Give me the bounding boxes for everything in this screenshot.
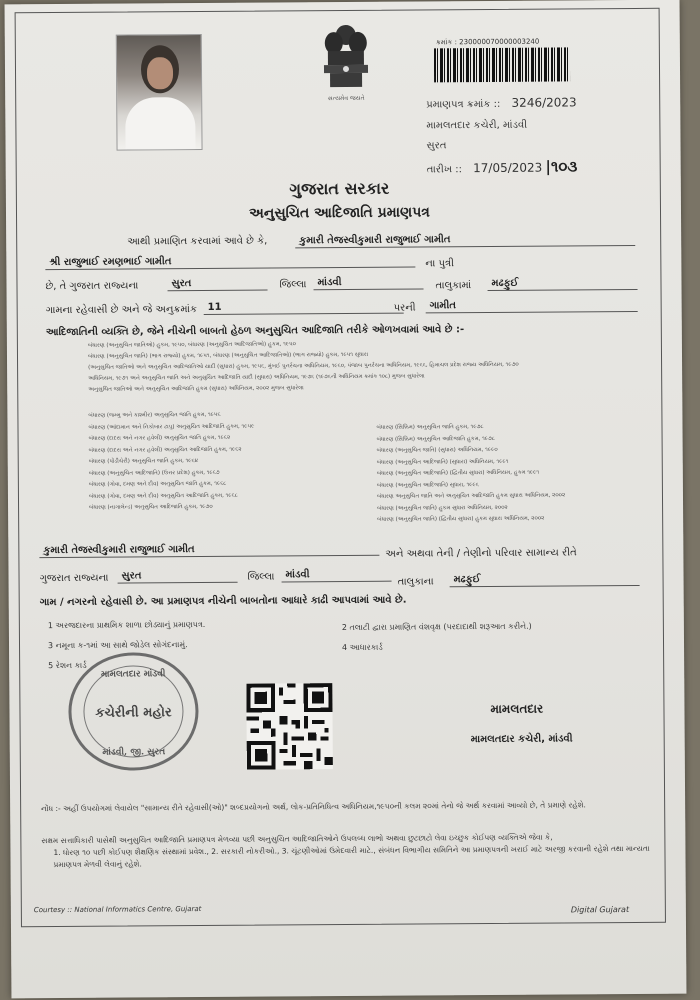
family-district-value: માંડવી	[281, 569, 391, 583]
tribe-recognition-text: આદિજાતિની વ્યક્તિ છે, જેને નીચેની બાબતો હેઠળ અનુસુચિત આદિજાતિ તરીકે ઓળખવામાં આવે છે :-	[45, 324, 465, 339]
issuing-city: સુરત	[426, 140, 447, 152]
certificate-number	[426, 95, 577, 110]
seal-ring-bottom: માંડવી, જી. સુરત	[102, 747, 166, 758]
act-item: બંધારણ (દાદરા અને નગર હવેલી) અનુસુચિત આદિજાતિ હુકમ, ૧૯૬૨	[88, 446, 242, 454]
date-value: 17/05/2023	[473, 160, 543, 176]
digital-gujarat-text: Digital Gujarat	[570, 905, 630, 915]
national-emblem-icon	[316, 21, 377, 103]
act-item: બંધારણ (ગોવા, દમણ અને દીવ) અનુસુચિત જાતિ હુકમ, ૧૯૬૮	[88, 481, 227, 489]
signatory-office: મામલતદાર કચેરી, માંડવી	[470, 733, 573, 746]
family-taluka-label: તાલુકાના	[397, 576, 434, 588]
act-item: બંધારણ (અનુસુચિત જાતિ) (સુધારા) અધિનિયમ, ૧૯૯૦	[376, 447, 498, 454]
taluka-label: તાલુકામાં	[435, 280, 472, 292]
benefit-note-points: 1. ધોરણ ૧૦ પછી કોઈપણ શૈક્ષણિક સંસ્થામાં પ્રવેશ., 2. સરકારી નોકરીઓ., 3. ચૂંટણીઓમાં ઉમેદવારી માટે., સંબંધન વિભાગીય સમિતિને આ પ્રમાણપત્રની ખરાઈ માટે અરજી કરવાની રહેશે તથા માન્યતા પ્રમાણપત્ર મેળવી લેવાનું રહેશે.	[53, 843, 650, 869]
village-text: ગામના રહેવાસી છે અને જે અનુક્રમાંક	[45, 304, 198, 317]
applicant-name: કુમારી તેજસ્વીકુમારી રાજુભાઈ ગામીત	[295, 233, 635, 248]
act-item: બંધારણ (નાગાલેન્ડ) અનુસુચિત આદિજાતિ હુકમ, ૧૯૭૦	[89, 504, 213, 512]
emblem-caption: સત્યમેવ જયતે	[327, 94, 365, 103]
document-item: 1 અરજદારના પ્રાથમિક શાળા છોડ્યાનું પ્રમાણપત્ર.	[47, 619, 206, 631]
document-item: 3 નમૂના ક-૧માં આ સાથે જોડેલ સોગંદનામું.	[47, 640, 188, 651]
seal-center: કચેરીની મહોર	[95, 705, 172, 721]
certificate-frame	[15, 8, 666, 927]
residence-note: નોંધ :- અહીં ઉપયોગમાં લેવાયેલ "સામાન્ય રીતે રહેવાસી(ઓ)" શબ્દપ્રયોગનો અર્થ, લોક-પ્રતિનિધિત્વ અધિનિયમ,૧૯૫૦ની કલમ ૨૦માં તેનો જે અર્થ કરવામાં આવ્યો છે, તે પ્રમાણે રહેશે.	[41, 800, 586, 814]
intro-text: આથી પ્રમાણિત કરવામાં આવે છે કે,	[127, 235, 268, 248]
act-item: બંધારણ (આંદામાન અને નિકોબાર ટાપુ) અનુસુચિત આદિજાતિ હુકમ, ૧૯૫૯	[88, 423, 255, 431]
act-list-left	[88, 410, 255, 515]
certificate-title: અનુસુચિત આદિજાતિ પ્રમાણપત્ર	[249, 204, 430, 222]
signatory-title: મામલતદાર	[490, 701, 544, 716]
applicant-photo	[116, 34, 203, 151]
district-label: જિલ્લા	[279, 279, 307, 291]
certificate-paper	[5, 0, 687, 998]
seal-ring-top: મામલતદાર માંડવી	[100, 669, 166, 680]
act-item: બંધારણ (જમ્મુ અને કાશ્મીર) અનુસુચિત જાતિ હુકમ, ૧૯૫૬	[88, 411, 221, 419]
family-district-label: જિલ્લા	[247, 571, 275, 583]
courtesy-text: Courtesy :: National Informatics Centre, Gujarat	[33, 905, 202, 915]
family-member-name: કુમારી તેજસ્વીકુમારી રાજુભાઈ ગામીત	[39, 543, 379, 558]
after-serial-text: પરની	[393, 302, 416, 314]
tribe-name: ગામીત	[426, 299, 638, 313]
barcode	[434, 47, 570, 82]
document-item: 5 રેશન કાર્ડ	[48, 660, 87, 671]
act-item: બંધારણ (અનુસુચિત આદિજાતિ) (ઉત્તર પ્રદેશ) હુકમ, ૧૯૬૭	[88, 469, 220, 477]
act-list-right	[376, 421, 565, 526]
issue-date	[427, 157, 578, 176]
act-item: બંધારણ (ગોવા, દમણ અને દીવ) અનુસુચિત આદિજાતિ હુકમ, ૧૯૬૮	[88, 492, 238, 500]
act-item: બંધારણ (પોંડીચેરી) અનુસુચિત જાતિ હુકમ, ૧૯૬૪	[88, 458, 199, 465]
act-item: બંધારણ (દાદરા અને નગર હવેલી) અનુસુચિત જાતિ હુકમ, ૧૯૬૨	[88, 434, 231, 442]
act-item: બંધારણ (સિક્કિમ) અનુસુચિત આદિજાતિ હુકમ, ૧૯૭૮	[376, 435, 495, 443]
certificate-number-label: પ્રમાણપત્ર ક્રમાંક ::	[426, 98, 501, 111]
act-item: બંધારણ અનુસુચિત જાતિ અને અનુસુચિત આદિજાતિ હુકમ સુધારા અધિનિયમ, ૨૦૦૨	[376, 492, 566, 501]
family-residence-text: અને અથવા તેની / તેણીનો પરિવાર સામાન્ય રીતે	[385, 547, 577, 560]
act-item: બંધારણ (અનુસુચિત આદિજાતિ) (સુધારા) અધિનિયમ, ૧૯૯૧	[376, 458, 509, 466]
relation-text: ના પુત્રી	[425, 258, 454, 270]
act-line: બંધારણ (અનુસુચિત જાતિઓ) હુકમ, ૧૯૫૦, બંધારણ (અનુસુચિત આદિજાતિઓ) હુકમ, ૧૯૫૦	[87, 341, 296, 349]
act-line: (અનુસુચિત જાતિઓ અને અનુસુચિત આદિજાતિઓ યાદી (સુધારા) હુકમ, ૧૯૫૬, મુંબઈ પુનર્રચના અધિનિયમ, ૧૯૬૦, પંજાબ પુનર્રચના અધિનિયમ, ૧૯૬૬, હિમાચલ પ્રદેશ રાજ્ય અધિનિયમ, ૧૯૭૦	[88, 361, 519, 371]
act-line: અધિનિયમ, ૧૯૭૧ અને અનુસુચિત જાતિ અને અનુસુચિત આદિજાતિ યાદી (સુધારા) અધિનિયમ, ૧૯૭૬ (૧૯૭૬ની અધિનિયમ ક્રમાંક ૧૦૮) મુજબ સુધારેલા	[88, 373, 425, 382]
act-item: બંધારણ (અનુસુચિત જાતિ) (દ્વિતીય સુધારા) હુકમ સુધારા અધિનિયમ, ૨૦૦૨	[377, 515, 545, 524]
state-government-title: ગુજરાત સરકાર	[289, 178, 390, 199]
serial-entry: 11	[204, 301, 404, 315]
issuing-office: મામલતદાર કચેરી, માંડવી	[426, 119, 528, 132]
family-village-text: ગામ / નગરનો રહેવાસી છે. આ પ્રમાણપત્ર નીચેની બાબતોના આધારે કાઢી આપવામાં આવે છે.	[39, 594, 407, 609]
family-city: સુરત	[117, 570, 237, 584]
district-value: માંડવી	[313, 276, 423, 290]
act-line: બંધારણ (અનુસુચિત જાતિ) (ભાગ રાજ્યો) હુકમ, ૧૯૫૧, બંધારણ (અનુસુચિત આદિજાતિઓ) (ભાગ રાજ્યો) હુકમ, ૧૯૫૧ સુધારા	[87, 351, 369, 360]
act-item: બંધારણ (અનુસુચિત આદિજાતિ) સુધારા, ૧૯૯૬	[376, 481, 479, 489]
date-label: તારીખ ::	[426, 164, 462, 176]
family-state-text: ગુજરાત રાજ્યના	[39, 572, 109, 585]
act-item: બંધારણ (સિક્કિમ) અનુસુચિત જાતિ હુકમ, ૧૯૭૮	[376, 424, 484, 431]
document-item: 4 આધારકાર્ડ	[342, 642, 383, 653]
benefit-note: સક્ષમ સત્તાધિકારી પાસેથી અનુસુચિત આદિજાતિ પ્રમાણપત્ર મેળવ્યા પછી અનુસુચિત આદિજાતિઓને ઉપલબ્ધ લાભો અથવા છુટછાટો લેવા ઇચ્છુક કોઈપણ વ્યક્તિએ જેવા કે,	[41, 832, 553, 846]
state-text: છે, તે ગુજરાત રાજ્યના	[45, 280, 139, 293]
act-item: બંધારણ (અનુસુચિત જાતિ) હુકમ સુધારા અધિનિયમ, ૨૦૦૨	[377, 504, 508, 512]
taluka-value: મઢફુઈ	[487, 277, 637, 291]
qr-code	[246, 683, 333, 770]
family-taluka-value: મઢફુઈ	[450, 573, 640, 587]
act-item: બંધારણ (અનુસુચિત આદિજાતિ) (દ્વિતીય સુધારા) અધિનિયમ, હુકમ ૧૯૯૧	[376, 469, 540, 477]
certificate-number-value: 3246/2023	[511, 95, 577, 110]
serial-number: ક્રમાંક : 230000070000003240	[435, 37, 540, 47]
document-item: 2 તલાટી દ્વારા પ્રમાણિત વંશવૃક્ષ (પરદાદાથી શરૂઆત કરીને.)	[341, 621, 532, 633]
date-handwritten: |૧૦૩	[545, 157, 578, 176]
act-line: અનુસુચિત જાતિઓ અને અનુસુચિત આદિજાતિ હુકમ (સુધારા) અધિનિયમ, ૨૦૦૨ મુજબ સુધારેલા	[88, 385, 304, 393]
district-city: સુરત	[167, 278, 267, 292]
office-seal	[68, 652, 199, 771]
father-name: શ્રી રાજુભાઈ રમણભાઈ ગામીત	[45, 255, 415, 271]
